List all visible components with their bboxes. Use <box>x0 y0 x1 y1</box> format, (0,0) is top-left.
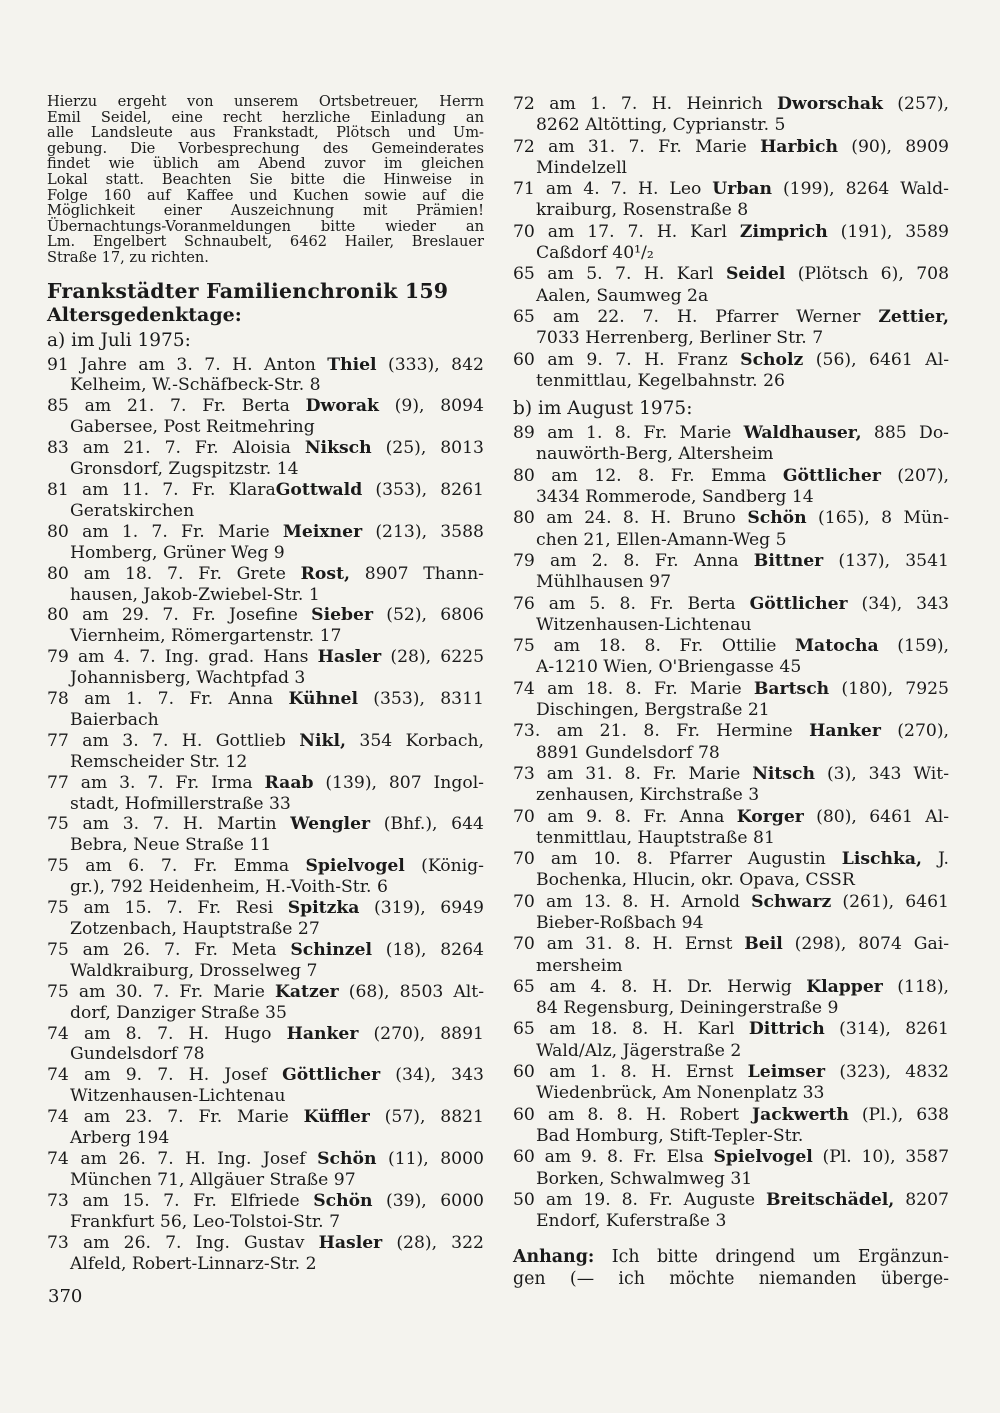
entry <box>513 892 949 935</box>
text-line: Waldkraiburg, Drosselweg 7 <box>70 960 318 981</box>
entry <box>47 1107 484 1149</box>
text-line: 70 am 9. 8. Fr. Anna Korger (80), 6461 Al- <box>513 806 950 827</box>
section-heading <box>47 303 484 328</box>
text-line: 80 am 18. 7. Fr. Grete Rost, 8907 Thann- <box>47 563 484 584</box>
text-line: findet wie üblich am Abend zuvor im gleichen <box>47 155 484 173</box>
entry <box>47 689 484 731</box>
text-line: gebung. Die Vorbesprechung des Gemeinderates <box>47 139 484 157</box>
entry <box>513 466 949 509</box>
text-line: gr.), 792 Heidenheim, H.-Voith-Str. 6 <box>70 877 388 898</box>
text-line: Straße 17, zu richten. <box>47 248 209 266</box>
entry <box>513 721 949 764</box>
text-line: 74 am 23. 7. Fr. Marie Küffler (57), 8821 <box>47 1107 484 1128</box>
text-line: Gronsdorf, Zugspitzstr. 14 <box>70 459 299 480</box>
text-line: 75 am 26. 7. Fr. Meta Schinzel (18), 8264 <box>47 939 484 960</box>
entry <box>47 396 484 438</box>
text-line: 7033 Herrenberg, Berliner Str. 7 <box>536 328 824 349</box>
text-line: gen (— ich möchte niemanden überge- <box>513 1269 949 1290</box>
entry <box>513 264 949 307</box>
text-line: Bebra, Neue Straße 11 <box>70 835 272 856</box>
text-line: 75 am 3. 7. H. Martin Wengler (Bhf.), 644 <box>47 814 484 835</box>
month-label-july <box>47 328 484 353</box>
text-line: 73. am 21. 8. Fr. Hermine Hanker (270), <box>513 721 949 742</box>
text-line: 75 am 15. 7. Fr. Resi Spitzka (319), 6949 <box>47 898 484 919</box>
appendix-paragraph <box>513 1247 949 1291</box>
text-line: Homberg, Grüner Weg 9 <box>70 542 285 563</box>
text-line: 8262 Altötting, Cyprianstr. 5 <box>536 115 786 136</box>
text-line: 73 am 31. 8. Fr. Marie Nitsch (3), 343 Wit- <box>513 763 949 784</box>
text-line: Kelheim, W.-Schäfbeck-Str. 8 <box>70 375 321 396</box>
text-line: 70 am 10. 8. Pfarrer Augustin Lischka, J. <box>513 849 949 870</box>
entry <box>513 350 949 393</box>
text-line: 77 am 3. 7. H. Gottlieb Nikl, 354 Korbach, <box>47 730 484 751</box>
text-line: 74 am 18. 8. Fr. Marie Bartsch (180), 7925 <box>513 678 949 699</box>
text-line: 84 Regensburg, Deiningerstraße 9 <box>536 998 839 1019</box>
entry <box>513 679 949 722</box>
text-line: alle Landsleute aus Frankstadt, Plötsch und Um- <box>47 124 484 142</box>
entry <box>513 934 949 977</box>
entry <box>47 480 484 522</box>
entry <box>513 594 949 637</box>
text-line: Borken, Schwalmweg 31 <box>536 1168 753 1189</box>
text-line: Gabersee, Post Reitmehring <box>70 417 315 438</box>
text-line: 80 am 12. 8. Fr. Emma Göttlicher (207), <box>513 465 949 486</box>
entry <box>47 940 484 982</box>
entry <box>513 1190 949 1233</box>
text-line: Wald/Alz, Jägerstraße 2 <box>536 1040 742 1061</box>
text-line: Geratskirchen <box>70 500 195 521</box>
entry <box>513 807 949 850</box>
entry <box>513 222 949 265</box>
text-line: Lokal statt. Beachten Sie bitte die Hinweise in <box>47 170 484 188</box>
text-line: 80 am 24. 8. H. Bruno Schön (165), 8 Mün- <box>513 508 949 529</box>
entry <box>513 1019 949 1062</box>
text-line: 60 am 9. 8. Fr. Elsa Spielvogel (Pl. 10), 3587 <box>513 1147 949 1168</box>
text-line: 74 am 26. 7. H. Ing. Josef Schön (11), 8000 <box>47 1148 484 1169</box>
text-line: hausen, Jakob-Zwiebel-Str. 1 <box>70 584 320 605</box>
text-line: 70 am 17. 7. H. Karl Zimprich (191), 3589 <box>513 221 949 242</box>
chronicle-title <box>47 279 484 303</box>
text-line: 65 am 5. 7. H. Karl Seidel (Plötsch 6), 708 <box>513 264 949 285</box>
entry <box>513 849 949 892</box>
text-line: 73 am 26. 7. Ing. Gustav Hasler (28), 322 <box>47 1232 484 1253</box>
entry <box>47 856 484 898</box>
text-line: Übernachtungs-Voranmeldungen bitte wieder an <box>47 217 484 235</box>
text-line: München 71, Allgäuer Straße 97 <box>70 1169 356 1190</box>
text-line: 71 am 4. 7. H. Leo Urban (199), 8264 Wald- <box>513 179 949 200</box>
entry <box>513 307 949 350</box>
text-line: 65 am 4. 8. H. Dr. Herwig Klapper (118), <box>513 976 949 997</box>
text-line: 76 am 5. 8. Fr. Berta Göttlicher (34), 343 <box>513 593 949 614</box>
entry <box>47 438 484 480</box>
entry <box>47 605 484 647</box>
entry <box>47 1065 484 1107</box>
text-line: 77 am 3. 7. Fr. Irma Raab (139), 807 Ingol- <box>47 772 484 793</box>
text-line: Folge 160 auf Kaffee und Kuchen sowie auf die <box>47 186 484 204</box>
page-number: 370 <box>48 1286 83 1307</box>
entry <box>47 564 484 606</box>
text-line: Witzenhausen-Lichtenau <box>536 614 752 635</box>
text-line: Bochenka, Hlucin, okr. Opava, CSSR <box>536 870 855 891</box>
text-line: Bieber-Roßbach 94 <box>536 912 704 933</box>
text-line: 60 am 9. 7. H. Franz Scholz (56), 6461 Al- <box>513 349 950 370</box>
text-line: 70 am 31. 8. H. Ernst Beil (298), 8074 Gai- <box>513 934 949 955</box>
entry <box>513 137 949 180</box>
text-line: Möglichkeit einer Auszeichnung mit Prämien! <box>47 202 484 220</box>
text-line: Frankfurt 56, Leo-Tolstoi-Str. 7 <box>70 1211 341 1232</box>
intro-paragraph <box>47 94 484 266</box>
entry <box>47 355 484 397</box>
text-line: Bad Homburg, Stift-Tepler-Str. <box>536 1125 804 1146</box>
text-line: 80 am 29. 7. Fr. Josefine Sieber (52), 6806 <box>47 605 484 626</box>
text-line: Mühlhausen 97 <box>536 572 672 593</box>
text-line: Endorf, Kuferstraße 3 <box>536 1211 727 1232</box>
entry <box>47 814 484 856</box>
text-line: 60 am 1. 8. H. Ernst Leimser (323), 4832 <box>513 1062 949 1083</box>
text-line: Arberg 194 <box>70 1128 170 1149</box>
month-label-august <box>513 398 949 420</box>
text-line: 74 am 8. 7. H. Hugo Hanker (270), 8891 <box>47 1023 484 1044</box>
left-column <box>47 94 484 1274</box>
text-line: stadt, Hofmillerstraße 33 <box>70 793 291 814</box>
text-line: 65 am 18. 8. H. Karl Dittrich (314), 8261 <box>513 1019 949 1040</box>
entry <box>513 764 949 807</box>
text-line: Zotzenbach, Hauptstraße 27 <box>70 919 320 939</box>
text-line: Viernheim, Römergartenstr. 17 <box>70 626 342 647</box>
text-line: Hierzu ergeht von unserem Ortsbetreuer, Herrn <box>47 93 484 110</box>
entry <box>513 508 949 551</box>
text-line: 3434 Rommerode, Sandberg 14 <box>536 487 814 508</box>
text-line: kraiburg, Rosenstraße 8 <box>536 200 749 221</box>
text-line: 78 am 1. 7. Fr. Anna Kühnel (353), 8311 <box>47 689 484 710</box>
text-line: tenmittlau, Hauptstraße 81 <box>536 827 775 848</box>
text-line: 89 am 1. 8. Fr. Marie Waldhauser, 885 Do- <box>513 423 949 444</box>
text-line: zenhausen, Kirchstraße 3 <box>536 785 760 806</box>
entry <box>513 1062 949 1105</box>
entry <box>47 773 484 815</box>
text-line: 80 am 1. 7. Fr. Marie Meixner (213), 3588 <box>47 521 484 542</box>
text-line: 91 Jahre am 3. 7. H. Anton Thiel (333), 842 <box>47 354 484 375</box>
text-line: 73 am 15. 7. Fr. Elfriede Schön (39), 6000 <box>47 1190 484 1211</box>
entry <box>47 1191 484 1233</box>
text-line: 60 am 8. 8. H. Robert Jackwerth (Pl.), 638 <box>513 1104 949 1125</box>
text-line: 75 am 18. 8. Fr. Ottilie Matocha (159), <box>513 636 949 657</box>
text-line: Caßdorf 40¹/₂ <box>536 243 654 264</box>
text-line: 72 am 31. 7. Fr. Marie Harbich (90), 8909 <box>513 136 949 157</box>
text-line: 74 am 9. 7. H. Josef Göttlicher (34), 343 <box>47 1065 484 1086</box>
text-line: Wiedenbrück, Am Nonenplatz 33 <box>536 1083 825 1104</box>
text-line: Alfeld, Robert-Linnarz-Str. 2 <box>70 1253 317 1274</box>
text-line: tenmittlau, Kegelbahnstr. 26 <box>536 370 785 391</box>
text-line: Witzenhausen-Lichtenau <box>70 1086 286 1107</box>
text-line: b) im August 1975: <box>513 398 693 420</box>
text-line: Aalen, Saumweg 2a <box>536 285 709 306</box>
entry <box>513 94 949 137</box>
text-line: Emil Seidel, eine recht herzliche Einladung an <box>47 108 484 126</box>
entry <box>513 551 949 594</box>
text-line: dorf, Danziger Straße 35 <box>70 1002 287 1023</box>
text-line: Dischingen, Bergstraße 21 <box>536 700 770 721</box>
text-line: 50 am 19. 8. Fr. Auguste Breitschädel, 8207 <box>513 1189 949 1210</box>
text-line: Frankstädter Familienchronik 159 <box>47 278 449 303</box>
entry <box>513 636 949 679</box>
entry <box>47 982 484 1024</box>
entry <box>47 1233 484 1275</box>
text-line: A-1210 Wien, O'Briengasse 45 <box>536 657 802 678</box>
right-column <box>513 94 949 1291</box>
text-line: Mindelzell <box>536 157 628 178</box>
text-line: Johannisberg, Wachtpfad 3 <box>70 668 306 689</box>
entry <box>47 1024 484 1066</box>
text-line: Remscheider Str. 12 <box>70 751 248 772</box>
text-line: 83 am 21. 7. Fr. Aloisia Niksch (25), 8013 <box>47 438 484 459</box>
text-line: Gundelsdorf 78 <box>70 1044 205 1065</box>
entry <box>47 898 484 940</box>
entry <box>513 179 949 222</box>
text-line: 75 am 30. 7. Fr. Marie Katzer (68), 8503 Alt- <box>47 981 485 1002</box>
text-line: Altersgedenktage: <box>47 303 242 326</box>
text-line: 65 am 22. 7. H. Pfarrer Werner Zettier, <box>513 306 949 327</box>
text-line: chen 21, Ellen-Amann-Weg 5 <box>536 529 787 550</box>
entry <box>513 423 949 466</box>
entry <box>47 522 484 564</box>
text-line: Lm. Engelbert Schnaubelt, 6462 Hailer, Breslauer <box>47 233 484 251</box>
text-line: Anhang: Ich bitte dringend um Ergänzun- <box>513 1247 949 1268</box>
entry <box>47 731 484 773</box>
text-line: 85 am 21. 7. Fr. Berta Dworak (9), 8094 <box>47 396 484 417</box>
text-line: 79 am 4. 7. Ing. grad. Hans Hasler (28), 6225 <box>47 647 484 668</box>
entry <box>513 1147 949 1190</box>
entry <box>513 1105 949 1148</box>
text-line: 79 am 2. 8. Fr. Anna Bittner (137), 3541 <box>513 550 949 571</box>
text-line: Baierbach <box>70 709 159 730</box>
text-line: 81 am 11. 7. Fr. KlaraGottwald (353), 8261 <box>47 479 484 500</box>
entry <box>47 647 484 689</box>
text-line: mersheim <box>536 955 623 976</box>
text-line: 70 am 13. 8. H. Arnold Schwarz (261), 6461 <box>513 891 949 912</box>
entry <box>47 1149 484 1191</box>
text-line: a) im Juli 1975: <box>47 329 191 351</box>
text-line: 72 am 1. 7. H. Heinrich Dworschak (257), <box>513 94 949 114</box>
entry <box>513 977 949 1020</box>
text-line: 8891 Gundelsdorf 78 <box>536 742 720 763</box>
text-line: nauwörth-Berg, Altersheim <box>536 444 774 465</box>
text-line: 75 am 6. 7. Fr. Emma Spielvogel (König- <box>47 856 484 877</box>
